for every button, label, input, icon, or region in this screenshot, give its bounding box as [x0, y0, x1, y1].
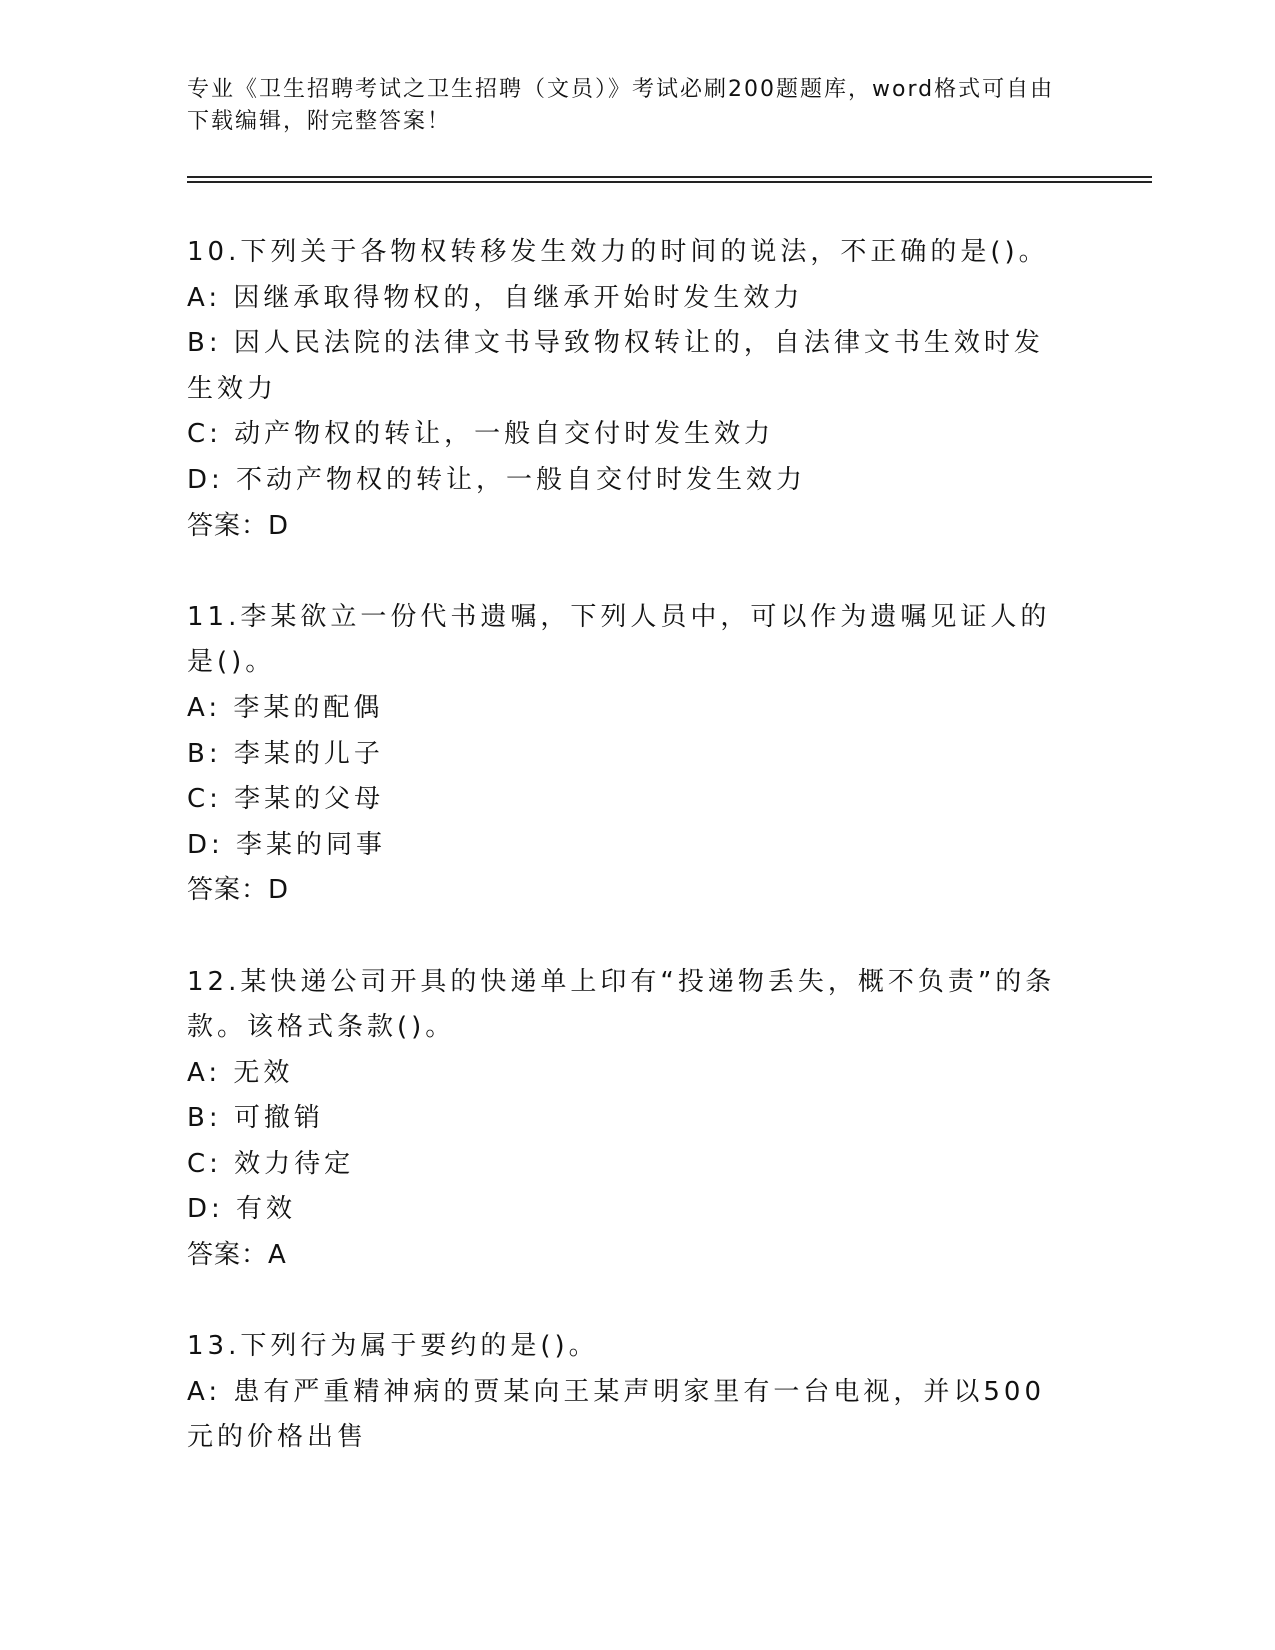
- option-b: B: 可撤销: [187, 1103, 324, 1134]
- option-a: A: 无效: [187, 1057, 294, 1088]
- answer-label: 答案：D: [187, 875, 290, 906]
- question-11: [187, 595, 1067, 914]
- question-stem: 10.下列关于各物权转移发生效力的时间的说法，不正确的是()。: [187, 237, 1049, 267]
- option-a: A: 患有严重精神病的贾某向王某声明家里有一台电视，并以500元的价格出售: [187, 1376, 1045, 1453]
- option-b: B: 李某的儿子: [187, 738, 384, 769]
- question-stem: 11.李某欲立一份代书遗嘱，下列人员中，可以作为遗嘱见证人的是()。: [187, 601, 1051, 678]
- answer-label: 答案：A: [187, 1240, 287, 1271]
- header-divider-bottom: [187, 181, 1152, 183]
- option-a: A: 李某的配偶: [187, 692, 384, 723]
- option-d: D: 有效: [187, 1194, 297, 1225]
- question-12: [187, 960, 1067, 1279]
- option-c: C: 效力待定: [187, 1148, 355, 1179]
- question-13: [187, 1324, 1067, 1461]
- option-a: A: 因继承取得物权的，自继承开始时发生效力: [187, 282, 804, 313]
- option-b: B: 因人民法院的法律文书导致物权转让的，自法律文书生效时发生效力: [187, 328, 1044, 404]
- question-list: [187, 230, 1067, 1507]
- header-divider-top: [187, 176, 1152, 178]
- question-stem: 13.下列行为属于要约的是()。: [187, 1331, 599, 1362]
- option-c: C: 李某的父母: [187, 784, 385, 815]
- option-d: D: 李某的同事: [187, 829, 387, 860]
- question-stem: 12.某快递公司开具的快递单上印有“投递物丢失，概不负责”的条款。该格式条款()。: [187, 966, 1056, 1043]
- document-header: 专业《卫生招聘考试之卫生招聘（文员）》考试必刷200题题库，word格式可自由下载编辑，附完整答案！: [187, 77, 1055, 134]
- question-10: [187, 230, 1067, 549]
- option-d: D: 不动产物权的转让，一般自交付时发生效力: [187, 464, 807, 495]
- answer-label: 答案：D: [187, 510, 290, 541]
- option-c: C: 动产物权的转让，一般自交付时发生效力: [187, 419, 775, 450]
